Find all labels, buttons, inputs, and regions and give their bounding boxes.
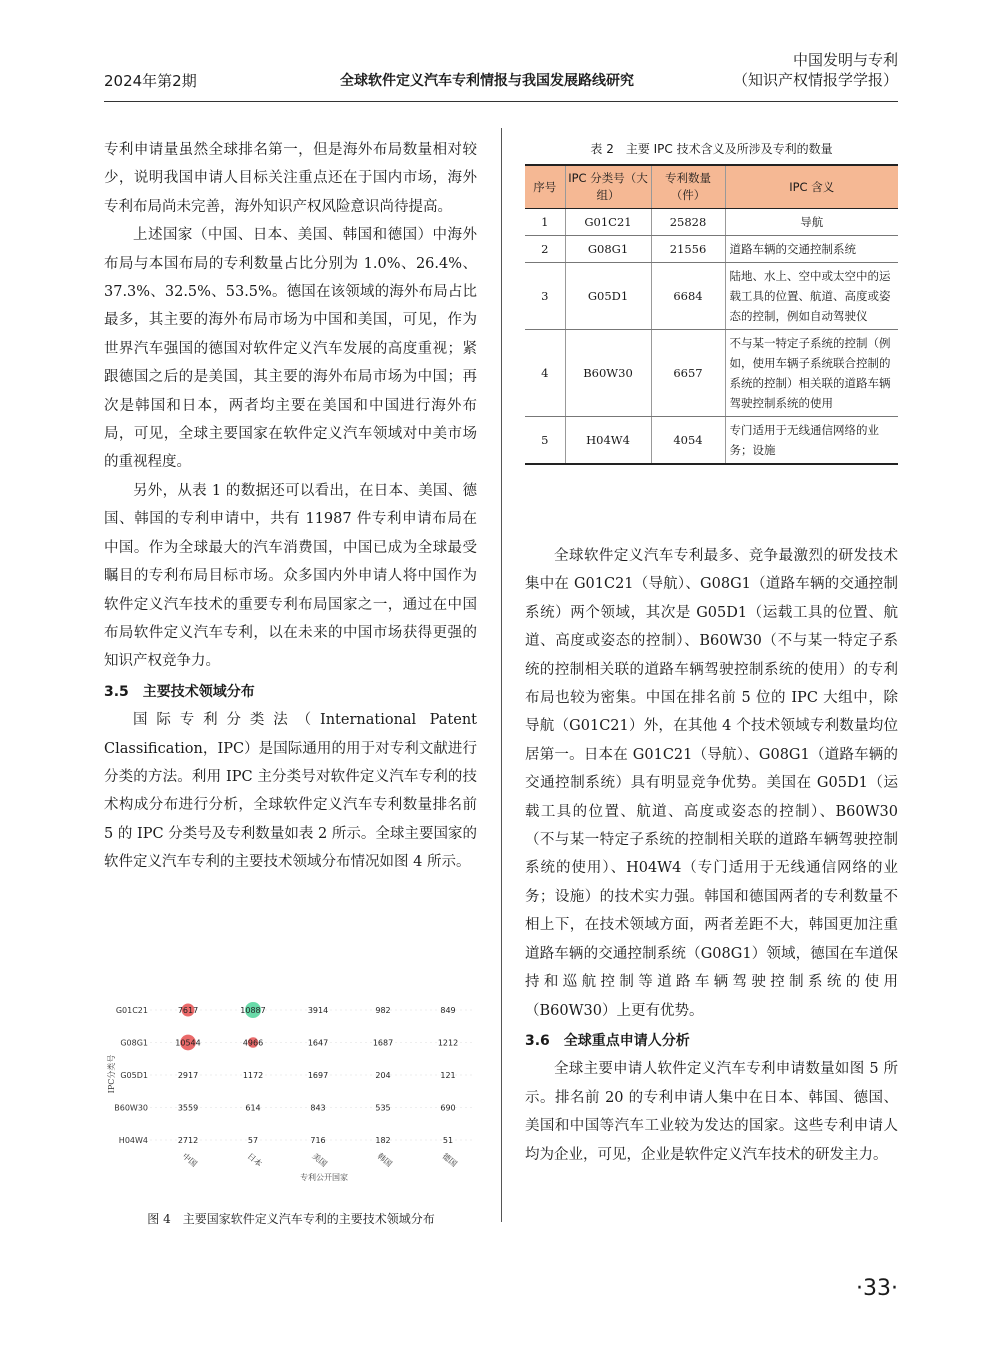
paragraph: 专利申请量虽然全球排名第一，但是海外布局数量相对较少，说明我国申请人目标关注重点还在于国内市场，海外专利布局尚未完善，海外知识产权风险意识尚待提高。	[104, 142, 477, 215]
table-cell: 道路车辆的交通控制系统	[725, 236, 898, 263]
cell-value: 182	[375, 1136, 391, 1145]
table-cell: 6684	[651, 263, 725, 330]
table-caption: 表 2 主要 IPC 技术含义及所涉及专利的数量	[590, 142, 833, 156]
cell-value: 3559	[177, 1103, 199, 1113]
page-number: ·33·	[856, 1276, 898, 1301]
column-label: 德国	[440, 1151, 459, 1169]
cell-value: 121	[440, 1071, 456, 1080]
header-rule	[104, 101, 898, 102]
table-cell: 5	[525, 417, 565, 465]
paragraph: 国际专利分类法（International Patent Classification，IPC）是国际通用的用于对专利文献进行分类的方法。利用 IPC 主分类号对软件定义汽车专利的技术构成分布进行分析，全球软件定义汽车专利数量排名前 5 的 IPC 分类号及专利数量如表 2 所示。全球主要国家的软件定义汽车专利的主要技术领域分布情况如图 4 所示。	[104, 712, 477, 871]
column-label: 中国	[180, 1151, 199, 1169]
table-cell: 6657	[651, 330, 725, 417]
table-cell: B60W30	[565, 330, 651, 417]
cell-value: 1647	[307, 1038, 329, 1048]
table-cell: G05D1	[565, 263, 651, 330]
section-heading-3-5: 3.5 主要技术领域分布	[104, 683, 255, 700]
cell-value: 204	[375, 1071, 391, 1080]
figure-4	[104, 990, 478, 1190]
table-header-cell: IPC 含义	[725, 165, 898, 209]
table-cell: G08G1	[565, 236, 651, 263]
paragraph: 全球软件定义汽车专利最多、竞争最激烈的研发技术集中在 G01C21（导航）、G08G1（道路车辆的交通控制系统）两个领域，其次是 G05D1（运载工具的位置、航道、高度或姿态的控制）、B60W30（不与某一特定子系统的控制相关联的道路车辆驾驶控制系统的使用）的专利布局也较为密集。中国在排名前 5 位的 IPC 大组中，除导航（G01C21）外，在其他 4 个技术领域专利数量均位居第一。日本在 G01C21（导航）、G08G1（道路车辆的交通控制系统）具有明显竞争优势。美国在 G05D1（运载工具的位置、航道、高度或姿态的控制）、B60W30（不与某一特定子系统的控制相关联的道路车辆驾驶控制系统的使用）、H04W4（专门适用于无线通信网络的业务；设施）的技术实力强。韩国和德国两者的专利数量不相上下，在技术领域方面，两者差距不大，韩国更加注重道路车辆的交通控制系统（G08G1）领域，德国在车道保持和巡航控制等道路车辆驾驶控制系统的使用（B60W30）上更有优势。	[525, 548, 898, 1019]
column-label: 日本	[245, 1151, 264, 1169]
cell-value: 614	[245, 1103, 261, 1113]
table-cell: 25828	[651, 209, 725, 236]
table-row	[525, 209, 898, 236]
cell-value: 3914	[307, 1006, 329, 1015]
cell-value: 1172	[242, 1071, 264, 1080]
cell-value: 7617	[177, 1006, 199, 1015]
y-axis-title: IPC分类号	[107, 1054, 116, 1094]
table-cell: G01C21	[565, 209, 651, 236]
row-label: H04W4	[118, 1136, 148, 1145]
cell-value: 51	[442, 1136, 454, 1145]
cell-value: 57	[247, 1136, 259, 1145]
row-label: G01C21	[115, 1006, 148, 1015]
paragraph: 全球主要申请人软件定义汽车专利申请数量如图 5 所示。排名前 20 的专利申请人集中在日本、韩国、德国、美国和中国等汽车工业较为发达的国家。这些专利申请人均为企业，可见，企业是软件定义汽车技术的研发主力。	[525, 1061, 898, 1163]
column-label: 韩国	[375, 1151, 394, 1169]
cell-value: 2917	[177, 1071, 199, 1080]
section-heading-3-6: 3.6 全球重点申请人分析	[525, 1032, 690, 1049]
cell-value: 1212	[437, 1038, 459, 1048]
left-column	[104, 136, 477, 877]
running-title: 全球软件定义汽车专利情报与我国发展路线研究	[340, 73, 634, 89]
table-cell: 不与某一特定子系统的控制（例如，使用车辆子系统联合控制的系统的控制）相关联的道路车辆驾驶控制系统的使用	[725, 330, 898, 417]
row-label: B60W30	[114, 1103, 148, 1113]
cell-value: 4966	[242, 1038, 264, 1048]
paragraph: 上述国家（中国、日本、美国、韩国和德国）中海外布局与本国布局的专利数量占比分别为 1.0%、26.4%、37.3%、32.5%、53.5%。德国在该领域的海外布局占比最多，其主要的海外布局市场为中国和美国，可见，作为世界汽车强国的德国对软件定义汽车发展的高度重视；紧跟德国之后的是美国，其主要的海外布局市场为中国；再次是韩国和日本，两者均主要在美国和中国进行海外布局，可见，全球主要国家在软件定义汽车领域对中美市场的重视程度。	[104, 227, 477, 471]
table-cell: 4054	[651, 417, 725, 465]
table-row	[525, 236, 898, 263]
row-label: G05D1	[120, 1071, 148, 1080]
table-header-cell: IPC 分类号（大组）	[565, 165, 651, 209]
table-cell: 专门适用于无线通信网络的业务；设施	[725, 417, 898, 465]
cell-value: 1687	[372, 1038, 394, 1048]
cell-value: 690	[440, 1103, 456, 1113]
table-cell: 陆地、水上、空中或太空中的运载工具的位置、航道、高度或姿态的控制，例如自动驾驶仪	[725, 263, 898, 330]
column-divider	[501, 128, 502, 1222]
table-cell: 导航	[725, 209, 898, 236]
cell-value: 10887	[240, 1006, 266, 1015]
table-cell: 21556	[651, 236, 725, 263]
cell-value: 10544	[175, 1038, 201, 1048]
table-row	[525, 330, 898, 417]
table-row	[525, 417, 898, 465]
table-header-cell: 序号	[525, 165, 565, 209]
cell-value: 982	[375, 1006, 391, 1015]
table-cell: 4	[525, 330, 565, 417]
cell-value: 849	[440, 1006, 456, 1015]
table-cell: 3	[525, 263, 565, 330]
right-column	[525, 542, 898, 1169]
journal-name-line1: 中国发明与专利	[792, 51, 898, 69]
cell-value: 535	[375, 1103, 391, 1113]
table-header-cell: 专利数量（件）	[651, 165, 725, 209]
heatmap-chart	[104, 990, 478, 1190]
x-axis-title: 专利公开国家	[300, 1173, 348, 1182]
table-cell: H04W4	[565, 417, 651, 465]
cell-value: 1697	[307, 1071, 329, 1080]
journal-name-line2: （知识产权情报学学报）	[732, 71, 898, 89]
row-label: G08G1	[120, 1038, 148, 1048]
cell-value: 2712	[177, 1136, 199, 1145]
column-label: 美国	[310, 1151, 329, 1169]
issue-label: 2024年第2期	[104, 72, 197, 90]
paragraph: 另外，从表 1 的数据还可以看出，在日本、美国、德国、韩国的专利申请中，共有 11987 件专利申请布局在中国。作为全球最大的汽车消费国，中国已成为全球最受瞩目的专利布局目标市场。众多国内外申请人将中国作为软件定义汽车技术的重要专利布局国家之一，通过在中国布局软件定义汽车专利，以在未来的中国市场获得更强的知识产权竞争力。	[104, 482, 477, 670]
journal-name	[733, 50, 898, 90]
cell-value: 843	[310, 1103, 326, 1113]
table-row	[525, 263, 898, 330]
table-cell: 2	[525, 236, 565, 263]
table-cell: 1	[525, 209, 565, 236]
ipc-table	[525, 164, 898, 465]
figure-caption: 图 4 主要国家软件定义汽车专利的主要技术领域分布	[147, 1212, 435, 1226]
table-header-row	[525, 165, 898, 209]
cell-value: 716	[310, 1136, 326, 1145]
